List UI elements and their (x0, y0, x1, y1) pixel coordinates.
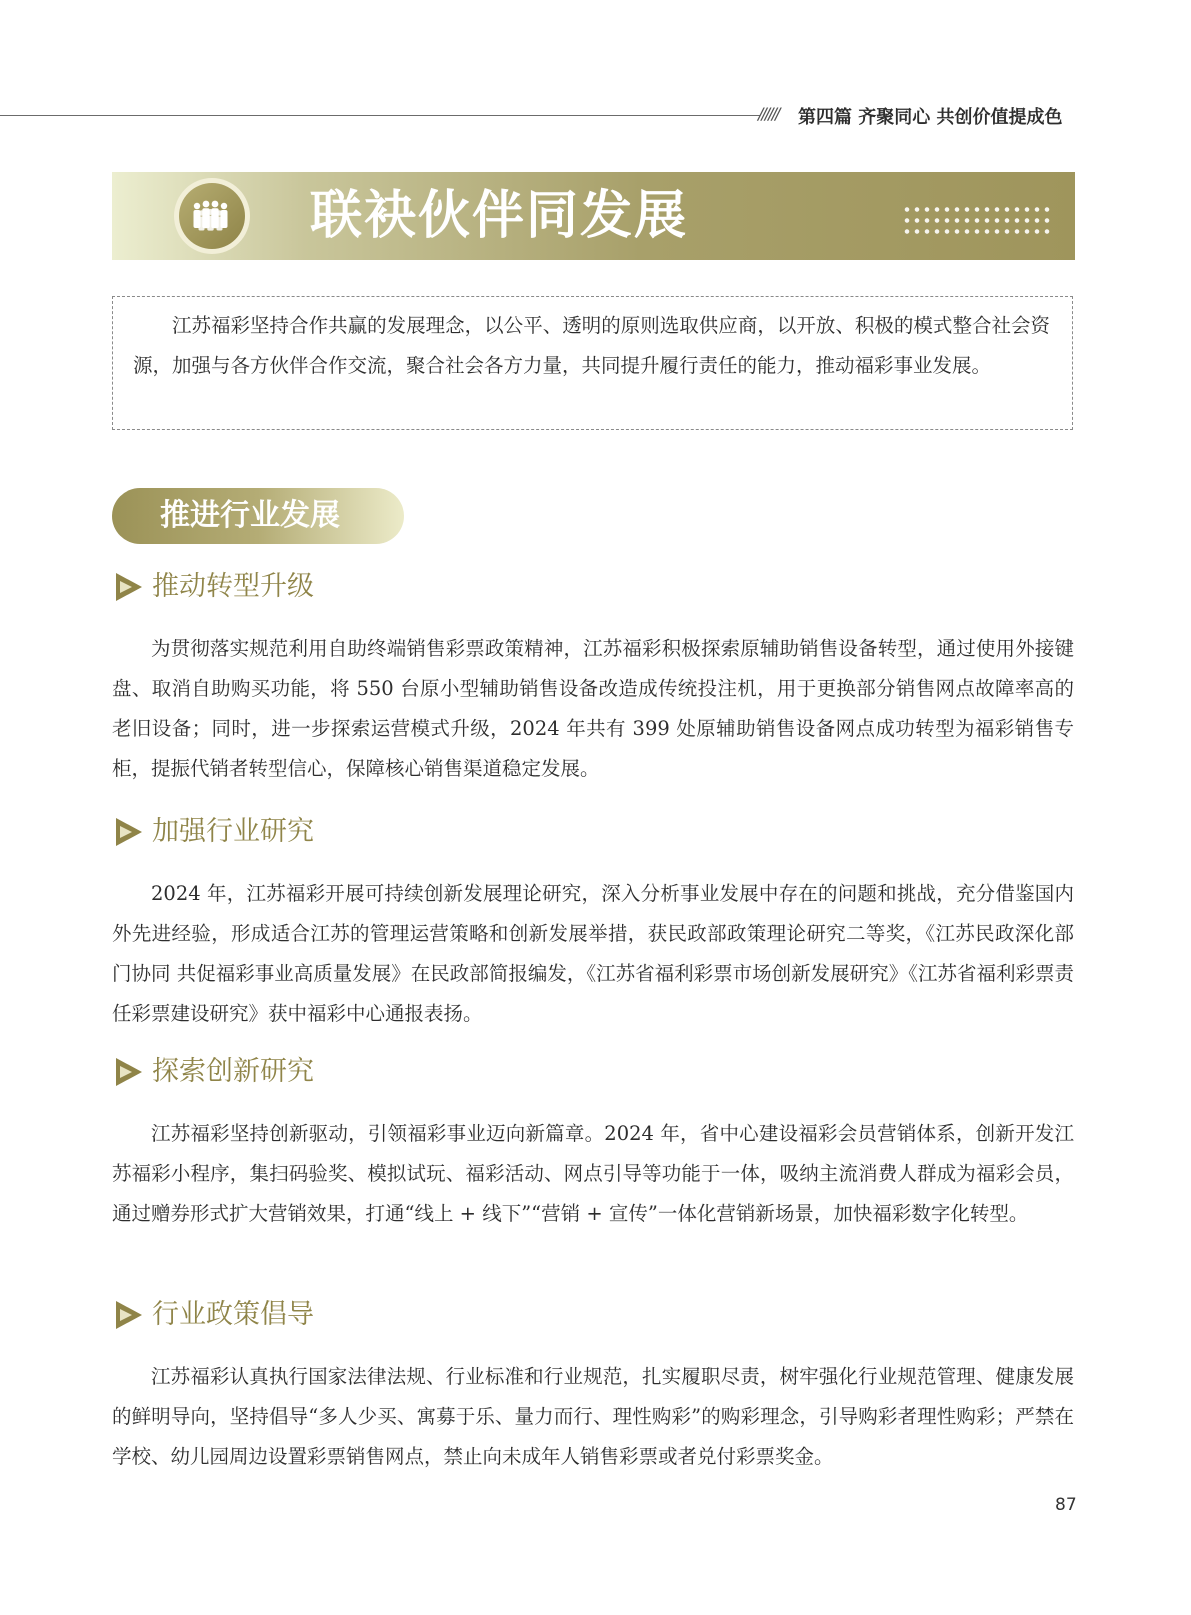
play-arrow-icon (112, 1298, 146, 1332)
subsection-title: 探索创新研究 (152, 1056, 314, 1087)
subsection-heading (112, 1295, 314, 1335)
subsection-heading (112, 812, 314, 852)
header-slashes: ////// (758, 104, 779, 123)
play-arrow-icon (112, 815, 146, 849)
subsection-title: 加强行业研究 (152, 816, 314, 847)
section-title: 推进行业发展 (160, 498, 340, 533)
subsection-body: 为贯彻落实规范利用自助终端销售彩票政策精神，江苏福彩积极探索原辅助销售设备转型，通过使用外接键盘、取消自助购买功能，将 550 台原小型辅助销售设备改造成传统投注机，用于更换部分销售网点故障率高的老旧设备；同时，进一步探索运营模式升级，2024 年共有 399 处原辅助销售设备网点成功转型为福彩销售专柜，提振代销者转型信心，保障核心销售渠道稳定发展。 (112, 637, 1074, 780)
header-rule (0, 115, 760, 116)
subsection-heading (112, 567, 314, 607)
subsection-body: 江苏福彩坚持创新驱动，引领福彩事业迈向新篇章。2024 年，省中心建设福彩会员营销体系，创新开发江苏福彩小程序，集扫码验奖、模拟试玩、福彩活动、网点引导等功能于一体，吸纳主流消费人群成为福彩会员，通过赠券形式扩大营销效果，打通“线上 + 线下”“营销 + 宣传”一体化营销新场景，加快福彩数字化转型。 (112, 1122, 1074, 1225)
subsection-title: 推动转型升级 (152, 571, 314, 602)
banner-icon-badge (174, 178, 250, 254)
play-arrow-icon (112, 1055, 146, 1089)
banner-dot-pattern (902, 204, 1052, 238)
chapter-banner (112, 172, 1075, 260)
banner-title: 联袂伙伴同发展 (310, 186, 689, 246)
subsection-body: 江苏福彩认真执行国家法律法规、行业标准和行业规范，扎实履职尽责，树牢强化行业规范管理、健康发展的鲜明导向，坚持倡导“多人少买、寓募于乐、量力而行、理性购彩”的购彩理念，引导购彩者理性购彩；严禁在学校、幼儿园周边设置彩票销售网点，禁止向未成年人销售彩票或者兑付彩票奖金。 (112, 1365, 1074, 1468)
subsection-body: 2024 年，江苏福彩开展可持续创新发展理论研究，深入分析事业发展中存在的问题和挑战，充分借鉴国内外先进经验，形成适合江苏的管理运营策略和创新发展举措，获民政部政策理论研究二等奖，《江苏民政深化部门协同 共促福彩事业高质量发展》在民政部简报编发，《江苏省福利彩票市场创新发展研究》《江苏省福利彩票责任彩票建设研究》获中福彩中心通报表扬。 (112, 882, 1074, 1025)
page-number: 87 (1055, 1495, 1077, 1515)
subsection-heading (112, 1052, 314, 1092)
subsection-title: 行业政策倡导 (152, 1299, 314, 1330)
section-heading-pill (112, 488, 404, 544)
chapter-title: 第四篇 齐聚同心 共创价值提成色 (798, 107, 1063, 128)
intro-box (112, 296, 1073, 430)
intro-text: 江苏福彩坚持合作共赢的发展理念，以公平、透明的原则选取供应商，以开放、积极的模式整合社会资源，加强与各方伙伴合作交流，聚合社会各方力量，共同提升履行责任的能力，推动福彩事业发展。 (133, 314, 1050, 377)
people-group-icon (189, 193, 235, 239)
play-arrow-icon (112, 570, 146, 604)
